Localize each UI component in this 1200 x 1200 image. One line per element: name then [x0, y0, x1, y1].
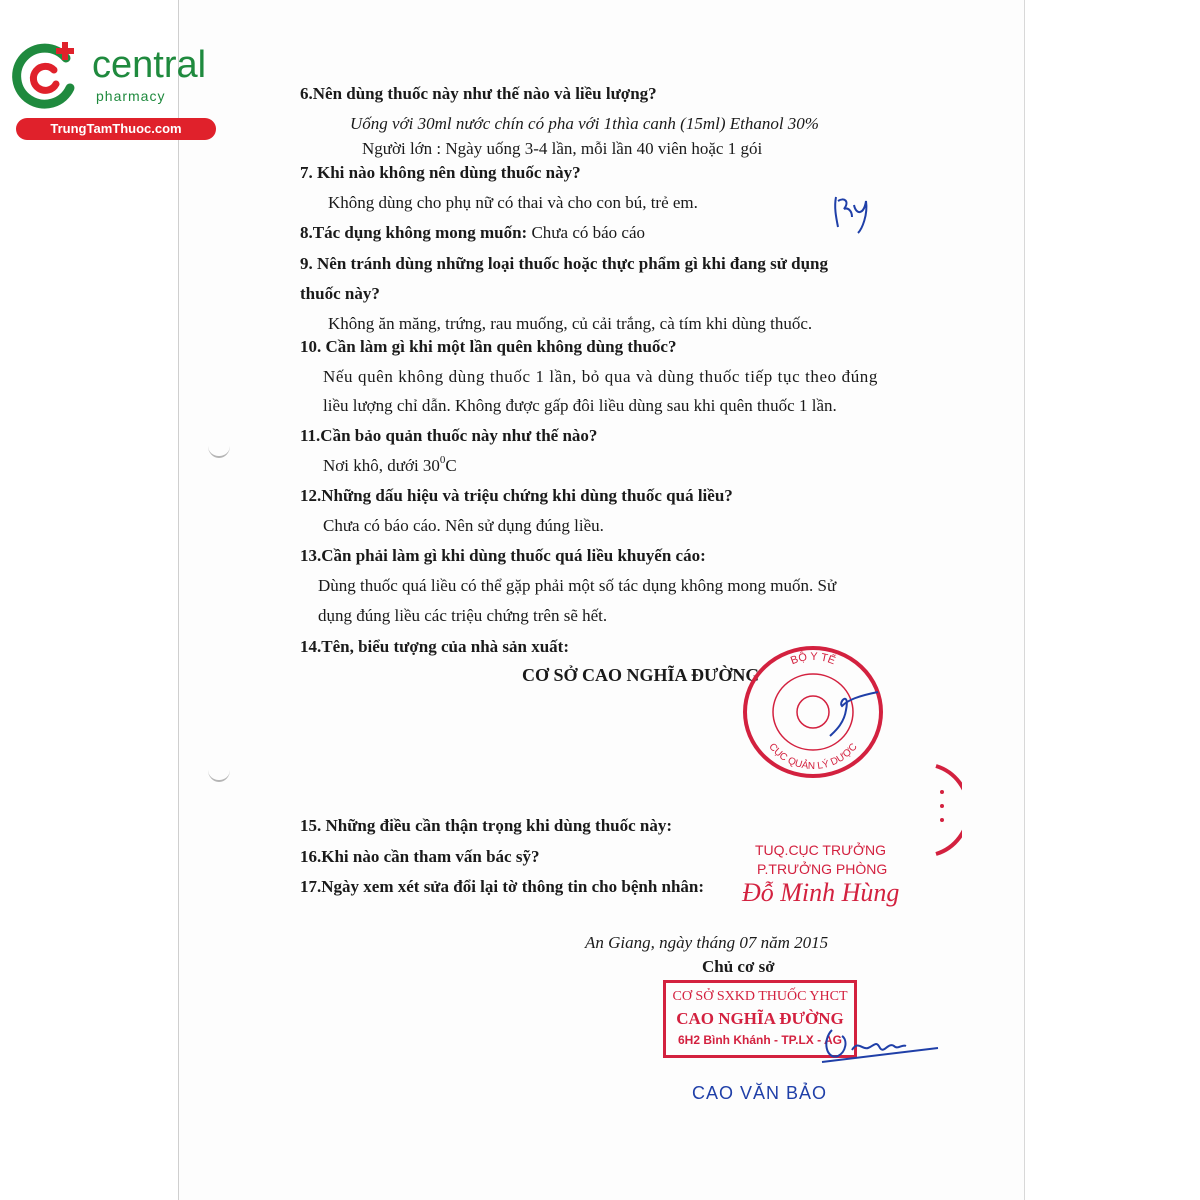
manufacturer-name: CƠ SỞ CAO NGHĨA ĐƯỜNG — [522, 665, 760, 685]
company-stamp-line1: CƠ SỞ SXKD THUỐC YHCT — [672, 989, 848, 1004]
brand-subtitle: pharmacy — [96, 88, 166, 104]
section-10-line2: liều lượng chỉ dẫn. Không được gấp đôi liều dùng sau khi quên thuốc 1 lần. — [323, 396, 837, 415]
section-6-heading: 6.Nên dùng thuốc này như thế nào và liều lượng? — [300, 84, 657, 103]
brand-url[interactable]: TrungTamThuoc.com — [16, 118, 216, 140]
company-stamp-line2: CAO NGHĨA ĐƯỜNG — [676, 1009, 844, 1028]
approval-line2: P.TRƯỞNG PHÒNG — [757, 861, 888, 877]
section-16-heading: 16.Khi nào cần tham vấn bác sỹ? — [300, 847, 540, 866]
brand-name: central — [92, 44, 207, 86]
section-12-line1: Chưa có báo cáo. Nên sử dụng đúng liều. — [323, 516, 604, 535]
section-9-heading-cont: thuốc này? — [300, 284, 380, 303]
section-8-line — [300, 223, 645, 243]
ministry-seal-stamp — [738, 640, 888, 780]
section-11-line1 — [323, 456, 457, 476]
section-13-heading: 13.Cần phải làm gì khi dùng thuốc quá liều khuyến cáo: — [300, 546, 706, 565]
section-7-line1: Không dùng cho phụ nữ có thai và cho con bú, trẻ em. — [328, 193, 698, 212]
section-13-line1: Dùng thuốc quá liều có thể gặp phải một số tác dụng không mong muốn. Sử — [318, 576, 837, 595]
seal-signature-icon — [830, 692, 878, 736]
signer-role: Chủ cơ sở — [702, 957, 775, 976]
section-8-value: Chưa có báo cáo — [527, 223, 645, 242]
storage-unit: C — [445, 456, 457, 475]
punch-hole — [208, 434, 230, 458]
place-date: An Giang, ngày tháng 07 năm 2015 — [585, 933, 829, 952]
seal-top-text: BỘ Y TẾ — [789, 650, 837, 668]
section-6-line1: Uống với 30ml nước chín có pha với 1thìa canh (15ml) Ethanol 30% — [350, 114, 819, 133]
section-8-heading: 8.Tác dụng không mong muốn: — [300, 223, 528, 242]
section-10-heading: 10. Cần làm gì khi một lần quên không dùng thuốc? — [300, 337, 677, 356]
brand-logo[interactable] — [8, 36, 223, 136]
initials-signature-icon — [828, 193, 874, 235]
section-17-heading: 17.Ngày xem xét sửa đổi lại tờ thông tin cho bệnh nhân: — [300, 877, 705, 896]
approval-line1: TUQ.CỤC TRƯỞNG — [755, 842, 887, 858]
section-9-heading: 9. Nên tránh dùng những loại thuốc hoặc thực phẩm gì khi đang sử dụng — [300, 254, 829, 273]
section-12-heading: 12.Những dấu hiệu và triệu chứng khi dùng thuốc quá liều? — [300, 486, 733, 505]
partial-seal-stamp — [912, 762, 962, 858]
approval-signer: Đỗ Minh Hùng — [742, 878, 900, 907]
owner-signature-icon — [818, 1020, 958, 1070]
svg-text:BỘ Y TẾ — [789, 650, 837, 667]
pharmacy-cross-icon — [8, 36, 88, 116]
punch-hole — [208, 758, 230, 782]
storage-text: Nơi khô, dưới 30 — [323, 456, 440, 475]
section-10-line1: Nếu quên không dùng thuốc 1 lần, bỏ qua và dùng thuốc tiếp tục theo đúng — [323, 367, 878, 386]
storage-degree: 0 — [439, 454, 446, 466]
section-14-heading: 14.Tên, biểu tượng của nhà sản xuất: — [300, 637, 570, 656]
section-11-heading: 11.Cần bảo quản thuốc này như thế nào? — [300, 426, 598, 445]
section-13-line2: dụng đúng liều các triệu chứng trên sẽ hết. — [318, 606, 608, 625]
section-7-heading: 7. Khi nào không nên dùng thuốc này? — [300, 163, 581, 182]
seal-bottom-text: CỤC QUẢN LÝ DƯỢC — [766, 741, 860, 773]
handwritten-name: CAO VĂN BẢO — [692, 1083, 828, 1103]
section-9-line1: Không ăn măng, trứng, rau muống, củ cải trắng, cà tím khi dùng thuốc. — [328, 314, 813, 333]
section-15-heading: 15. Những điều cần thận trọng khi dùng thuốc này: — [300, 816, 673, 835]
company-stamp-line3: 6H2 Bình Khánh - TP.LX - AG — [677, 1033, 842, 1047]
section-6-line2: Người lớn : Ngày uống 3-4 lần, mỗi lần 40 viên hoặc 1 gói — [362, 139, 763, 158]
